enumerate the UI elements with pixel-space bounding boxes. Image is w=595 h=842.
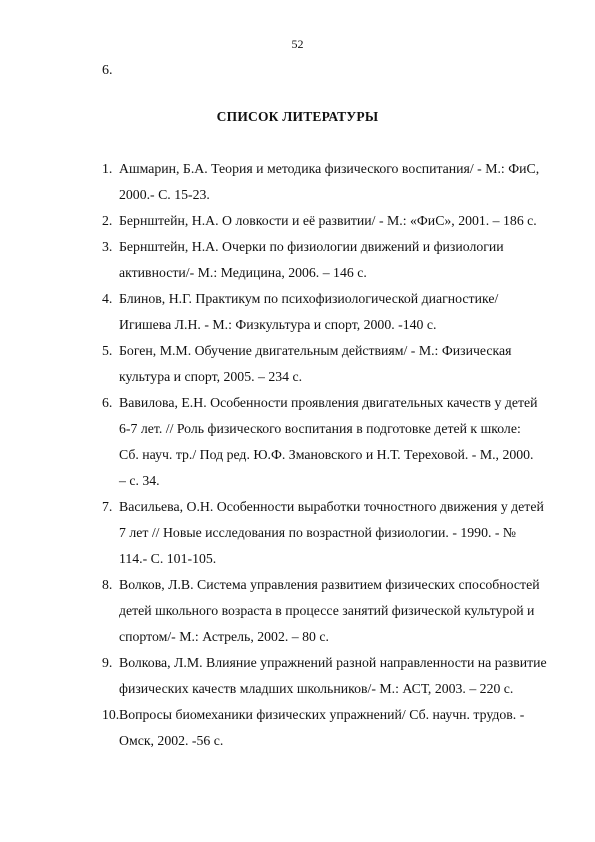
reference-item [102,702,548,754]
reference-line: Боген, М.М. Обучение двигательным действиям/ - М.: Физическая [119,343,512,358]
reference-line: Игишева Л.Н. - М.: Физкультура и спорт, 2000. -140 с. [119,317,437,332]
reference-item [102,494,548,572]
reference-line: физических качеств младших школьников/- М.: АСТ, 2003. – 220 с. [119,681,514,696]
reference-item [102,338,548,390]
reference-text [119,338,548,390]
reference-item [102,286,548,338]
reference-line: Волков, Л.В. Система управления развитием физических способностей [119,577,540,592]
reference-line: спортом/- М.: Астрель, 2002. – 80 с. [119,629,329,644]
reference-number: 8. [102,577,113,592]
stray-list-number: 6. [102,63,113,78]
page-number: 52 [291,37,304,51]
reference-line: Волкова, Л.М. Влияние упражнений разной направленности на развитие [119,655,547,670]
reference-line: Вавилова, Е.Н. Особенности проявления двигательных качеств у детей [119,395,538,410]
reference-number: 1. [102,161,113,176]
reference-item [102,156,548,208]
reference-list [102,156,548,754]
reference-item [102,572,548,650]
reference-item [102,650,548,702]
reference-number: 2. [102,213,113,228]
reference-number: 3. [102,239,113,254]
reference-line: 2000.- С. 15-23. [119,187,210,202]
reference-item [102,234,548,286]
reference-line: активности/- М.: Медицина, 2006. – 146 с. [119,265,367,280]
reference-number: 6. [102,395,113,410]
reference-number: 5. [102,343,113,358]
reference-line: Блинов, Н.Г. Практикум по психофизиологической диагностике/ [119,291,499,306]
reference-text [119,650,548,702]
reference-text [119,390,548,494]
reference-text [119,494,548,572]
page-title: СПИСОК ЛИТЕРАТУРЫ [216,109,379,124]
reference-item [102,208,548,234]
reference-text [119,702,548,754]
reference-line: культура и спорт, 2005. – 234 с. [119,369,303,384]
reference-text [119,208,548,234]
reference-number: 10. [102,707,120,722]
reference-line: 7 лет // Новые исследования по возрастной физиологии. - 1990. - № [119,525,517,540]
reference-line: 6-7 лет. // Роль физического воспитания в подготовке детей к школе: [119,421,521,436]
reference-line: – с. 34. [119,473,160,488]
reference-line: Бернштейн, Н.А. О ловкости и её развитии/ - М.: «ФиС», 2001. – 186 с. [119,213,537,228]
reference-line: Сб. науч. тр./ Под ред. Ю.Ф. Змановского и Н.Т. Тереховой. - М., 2000. [119,447,534,462]
reference-line: Бернштейн, Н.А. Очерки по физиологии движений и физиологии [119,239,504,254]
reference-item [102,390,548,494]
reference-line: детей школьного возраста в процессе занятий физической культурой и [119,603,535,618]
reference-text [119,156,548,208]
reference-number: 9. [102,655,113,670]
reference-line: Васильева, О.Н. Особенности выработки точностного движения у детей [119,499,544,514]
reference-number: 7. [102,499,113,514]
reference-line: Ашмарин, Б.А. Теория и методика физического воспитания/ - М.: ФиС, [119,161,540,176]
reference-line: Вопросы биомеханики физических упражнений/ Сб. научн. трудов. - [119,707,525,722]
reference-line: Омск, 2002. -56 с. [119,733,224,748]
reference-text [119,286,548,338]
reference-number: 4. [102,291,113,306]
reference-text [119,234,548,286]
reference-line: 114.- С. 101-105. [119,551,217,566]
reference-text [119,572,548,650]
